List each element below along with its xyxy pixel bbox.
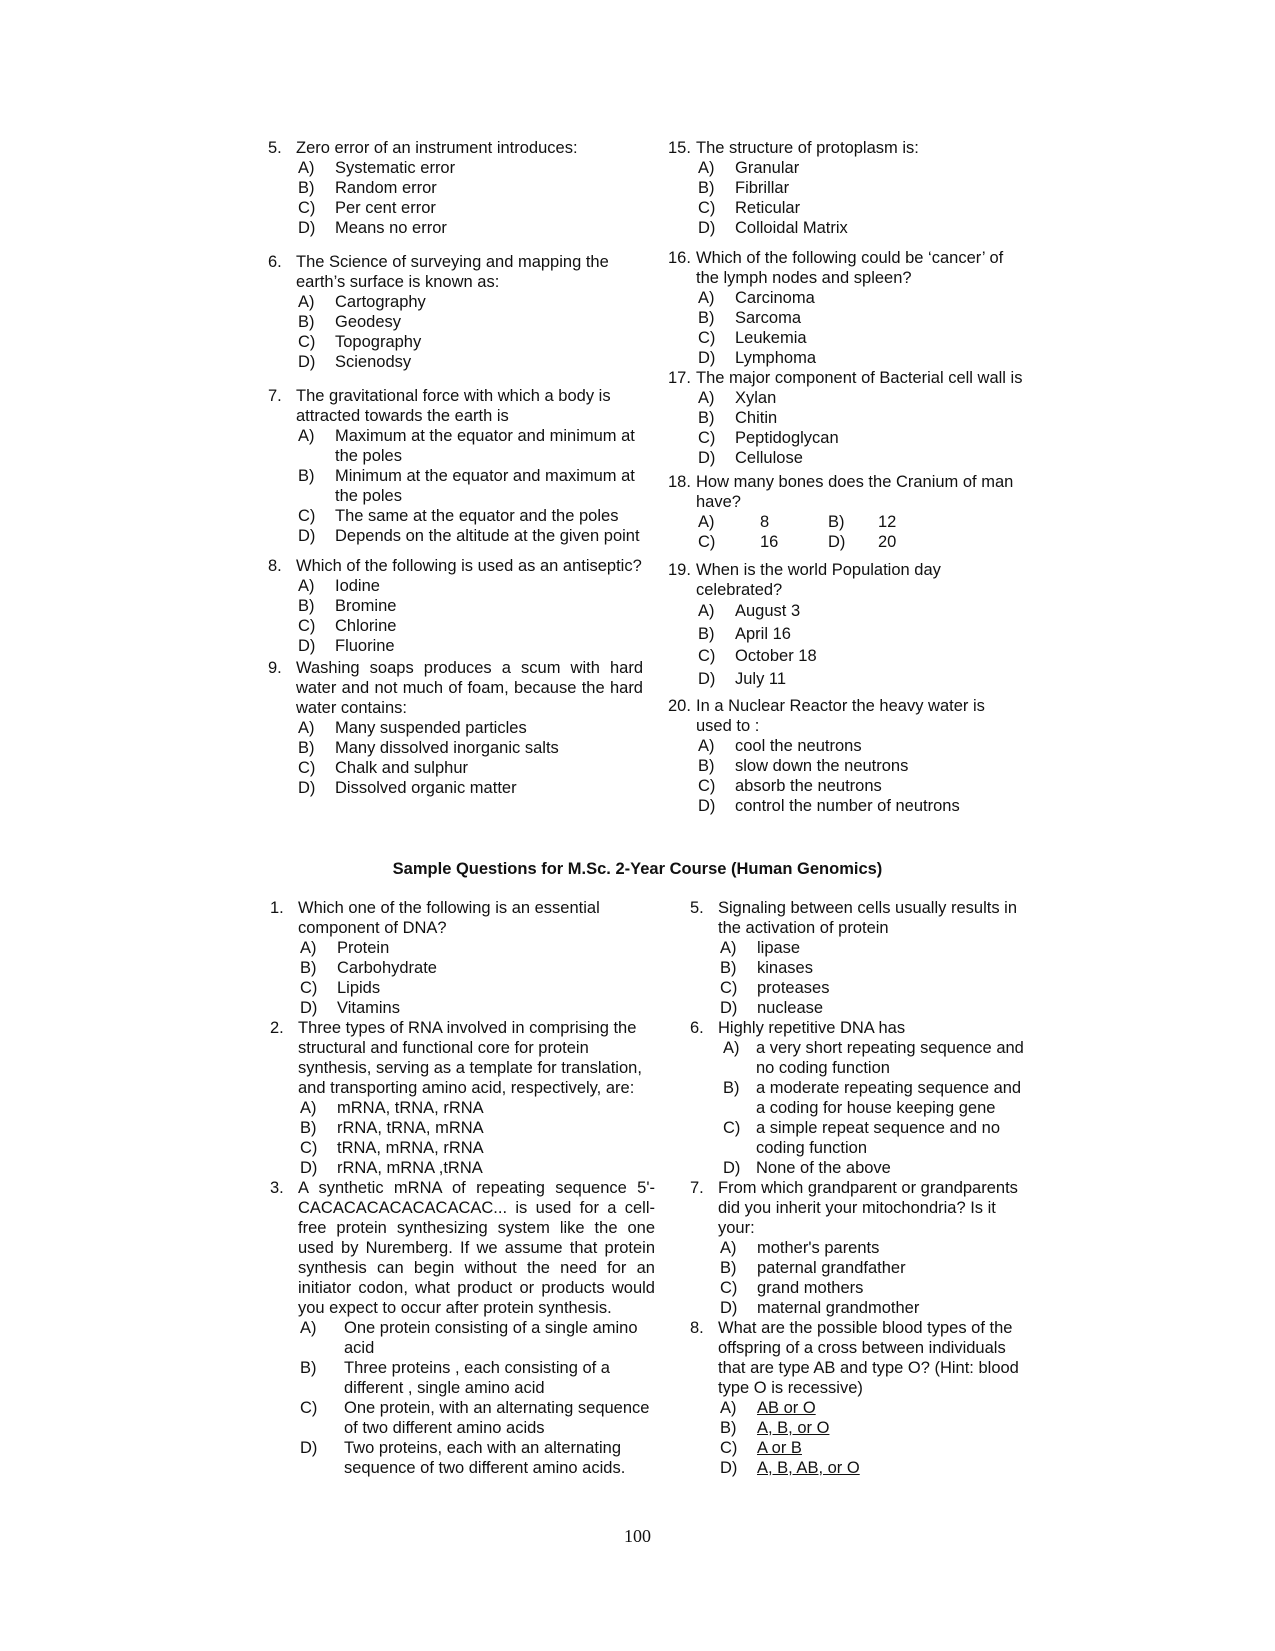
answer-options	[698, 512, 1023, 552]
option-text: Chalk and sulphur	[335, 759, 468, 777]
answer-options	[298, 576, 643, 656]
option-letter: D)	[298, 527, 316, 545]
option-letter: A)	[698, 389, 715, 407]
answer-option	[698, 158, 1023, 178]
answer-options	[723, 1038, 1030, 1178]
answer-option	[298, 636, 643, 656]
option-letter: C)	[698, 533, 716, 551]
option-letter: D)	[298, 353, 316, 371]
question-number: 1.	[270, 899, 284, 917]
option-letter: D)	[698, 797, 716, 815]
option-text: kinases	[757, 959, 813, 977]
question-number: 9.	[268, 659, 282, 677]
option-letter: D)	[720, 1299, 738, 1317]
option-text: cool the neutrons	[735, 737, 862, 755]
option-text: Vitamins	[337, 999, 400, 1017]
option-letter: B)	[298, 313, 315, 331]
question-text: Signaling between cells usually results in the activation of protein	[718, 899, 1017, 937]
option-text: Lipids	[337, 979, 381, 997]
option-text: Fluorine	[335, 637, 395, 655]
answer-option	[300, 1118, 655, 1138]
answer-option	[720, 1258, 1030, 1278]
option-letter: D)	[720, 1459, 738, 1477]
answer-option	[720, 1438, 1030, 1458]
answer-option	[300, 1098, 655, 1118]
option-letter: B)	[720, 1259, 737, 1277]
answer-option	[298, 576, 643, 596]
answer-option	[298, 158, 643, 178]
answer-option	[300, 1358, 655, 1398]
option-letter: B)	[698, 179, 715, 197]
answer-option	[698, 288, 1023, 308]
option-text: 12	[878, 513, 897, 531]
question-number: 5.	[690, 899, 704, 917]
question-item	[690, 1178, 1030, 1318]
question-item	[268, 252, 643, 372]
answer-options	[698, 600, 1023, 690]
answer-option	[300, 938, 655, 958]
option-letter: B)	[298, 179, 315, 197]
option-letter: A)	[300, 1319, 317, 1337]
option-text: grand mothers	[757, 1279, 864, 1297]
answer-options	[300, 1318, 655, 1478]
option-text: Geodesy	[335, 313, 402, 331]
option-text: Maximum at the equator and minimum at the poles	[335, 427, 635, 465]
option-text: rRNA, mRNA ,tRNA	[337, 1159, 483, 1177]
question-item	[668, 138, 1023, 238]
option-letter: B)	[698, 309, 715, 327]
option-letter: C)	[698, 429, 716, 447]
option-text: July 11	[735, 669, 787, 688]
top-right-column	[668, 138, 1023, 816]
answer-option	[720, 1398, 1030, 1418]
question-number: 8.	[268, 557, 282, 575]
question-number: 7.	[268, 387, 282, 405]
answer-option	[298, 758, 643, 778]
question-text: When is the world Population day celebrated?	[696, 561, 941, 599]
option-letter: C)	[698, 329, 716, 347]
option-letter: D)	[300, 1439, 318, 1457]
question-item	[690, 898, 1030, 1018]
option-letter: C)	[723, 1119, 741, 1137]
answer-option	[298, 198, 643, 218]
answer-options	[698, 288, 1023, 368]
option-letter: D)	[698, 219, 716, 237]
option-letter: C)	[298, 199, 316, 217]
answer-option	[698, 600, 1023, 623]
option-text: nuclease	[757, 999, 824, 1017]
option-text: Carbohydrate	[337, 959, 437, 977]
answer-options	[720, 1238, 1030, 1318]
answer-option	[298, 352, 643, 372]
option-letter: C)	[298, 617, 316, 635]
option-text: Colloidal Matrix	[735, 219, 848, 237]
question-text: Highly repetitive DNA has	[718, 1019, 906, 1037]
answer-option	[720, 1238, 1030, 1258]
question-text: Which one of the following is an essential component of DNA?	[298, 899, 600, 937]
option-letter: D)	[720, 999, 738, 1017]
option-letter: C)	[300, 979, 318, 997]
option-letter: C)	[698, 199, 716, 217]
option-text: rRNA, tRNA, mRNA	[337, 1119, 484, 1137]
option-letter: C)	[300, 1139, 318, 1157]
question-text: Washing soaps produces a scum with hard water and not much of foam, because the hard water contains:	[296, 659, 643, 717]
answer-options	[720, 938, 1030, 1018]
answer-option	[698, 645, 1023, 668]
answer-option	[298, 596, 643, 616]
option-text: Systematic error	[335, 159, 456, 177]
option-text: Depends on the altitude at the given point	[335, 527, 640, 545]
page-number: 100	[624, 1526, 651, 1546]
answer-option	[698, 796, 1023, 816]
answer-option	[298, 292, 643, 312]
option-text: a moderate repeating sequence and a coding for house keeping gene	[756, 1079, 1022, 1117]
question-number: 18.	[668, 473, 691, 491]
option-text: August 3	[735, 602, 801, 620]
option-letter: A)	[723, 1039, 740, 1057]
question-number: 3.	[270, 1179, 284, 1197]
option-text: Chitin	[735, 409, 778, 427]
question-item	[268, 658, 643, 798]
option-text: 16	[760, 533, 779, 551]
option-letter: C)	[300, 1399, 318, 1417]
section-heading: Sample Questions for M.Sc. 2-Year Course (Human Genomics)	[392, 860, 883, 878]
question-text: The gravitational force with which a body is attracted towards the earth is	[296, 387, 611, 425]
option-letter: B)	[720, 959, 737, 977]
answer-option	[298, 332, 643, 352]
option-text: Leukemia	[735, 329, 807, 347]
answer-option	[698, 623, 1023, 646]
question-text: From which grandparent or grandparents did you inherit your mitochondria? Is it your:	[718, 1179, 1018, 1237]
option-letter: B)	[298, 739, 315, 757]
question-text: In a Nuclear Reactor the heavy water is used to :	[696, 697, 985, 735]
question-item	[668, 472, 1023, 552]
question-text: The structure of protoplasm is:	[696, 139, 919, 157]
option-text: tRNA, mRNA, rRNA	[337, 1139, 484, 1157]
answer-option	[723, 1118, 1030, 1158]
question-number: 8.	[690, 1319, 704, 1337]
option-text: Reticular	[735, 199, 801, 217]
question-item	[268, 138, 643, 238]
question-item	[668, 248, 1023, 368]
option-letter: A)	[698, 513, 715, 531]
option-text: Lymphoma	[735, 349, 817, 367]
option-letter: C)	[720, 1279, 738, 1297]
option-letter: B)	[723, 1079, 740, 1097]
question-text: Zero error of an instrument introduces:	[296, 139, 578, 157]
question-number: 16.	[668, 249, 691, 267]
option-letter: A)	[720, 939, 737, 957]
answer-option	[698, 218, 1023, 238]
question-number: 6.	[690, 1019, 704, 1037]
answer-options	[298, 292, 643, 372]
option-letter: A)	[300, 939, 317, 957]
option-letter: C)	[698, 777, 716, 795]
option-letter: C)	[298, 333, 316, 351]
option-text: Many suspended particles	[335, 719, 527, 737]
option-text: Many dissolved inorganic salts	[335, 739, 559, 757]
option-letter: A)	[298, 577, 315, 595]
option-text: Peptidoglycan	[735, 429, 839, 447]
option-text: Minimum at the equator and maximum at the poles	[335, 467, 635, 505]
question-text: The major component of Bacterial cell wall is	[696, 369, 1023, 387]
answer-option	[298, 466, 643, 506]
option-letter: A)	[298, 719, 315, 737]
question-number: 7.	[690, 1179, 704, 1197]
question-item	[668, 696, 1023, 816]
answer-option	[698, 756, 1023, 776]
answer-options	[298, 426, 643, 546]
bottom-right-column	[690, 898, 1030, 1478]
question-item	[668, 560, 1023, 690]
question-number: 17.	[668, 369, 691, 387]
question-item	[268, 386, 643, 546]
option-letter: B)	[300, 1119, 317, 1137]
question-item	[268, 556, 643, 656]
question-item	[270, 1178, 655, 1478]
answer-option	[698, 668, 1023, 691]
option-letter: B)	[698, 624, 715, 643]
option-text: Cartography	[335, 293, 426, 311]
option-text: maternal grandmother	[757, 1299, 920, 1317]
answer-option	[298, 738, 643, 758]
question-text: The Science of surveying and mapping the earth’s surface is known as:	[296, 253, 609, 291]
option-letter: A)	[698, 602, 715, 620]
option-letter: B)	[720, 1419, 737, 1437]
option-letter: B)	[300, 1359, 317, 1377]
question-item	[270, 898, 655, 1018]
option-text: October 18	[735, 647, 817, 665]
answer-option	[298, 312, 643, 332]
option-text: Scienodsy	[335, 353, 412, 371]
question-text: Which of the following could be ‘cancer’ of the lymph nodes and spleen?	[696, 249, 1004, 287]
bottom-left-column	[270, 898, 655, 1478]
option-letter: D)	[698, 349, 716, 367]
option-letter: D)	[298, 637, 316, 655]
question-number: 6.	[268, 253, 282, 271]
question-text: What are the possible blood types of the offspring of a cross between individuals that are type AB and type O? (Hint: blood type O is recessive)	[718, 1319, 1019, 1397]
answer-option	[300, 958, 655, 978]
answer-option	[698, 328, 1023, 348]
option-text: slow down the neutrons	[735, 757, 909, 775]
option-text: proteases	[757, 979, 830, 997]
option-text: 8	[760, 513, 770, 531]
answer-option	[720, 1458, 1030, 1478]
option-letter: D)	[300, 999, 318, 1017]
option-letter: C)	[720, 1439, 738, 1457]
option-text: a simple repeat sequence and no coding function	[756, 1119, 1001, 1157]
option-text: Means no error	[335, 219, 447, 237]
answer-option	[698, 428, 1023, 448]
option-text: Granular	[735, 159, 800, 177]
option-letter: A)	[698, 289, 715, 307]
option-text: A or B	[757, 1439, 802, 1457]
option-letter: A)	[698, 159, 715, 177]
option-text: absorb the neutrons	[735, 777, 882, 795]
question-number: 2.	[270, 1019, 284, 1037]
option-text: Random error	[335, 179, 437, 197]
option-letter: A)	[298, 159, 315, 177]
question-text: A synthetic mRNA of repeating sequence 5'-CACACACACACACACAC... is used for a cell-free protein synthesizing system like the one used by Nuremberg. If we assume that protein synthesis can begin without the need for an initiator codon, what product or products would you expect to occur after protein synthesis.	[298, 1179, 655, 1317]
answer-option	[720, 938, 1030, 958]
option-letter: D)	[298, 779, 316, 797]
answer-option	[298, 506, 643, 526]
answer-options	[298, 718, 643, 798]
answer-option	[720, 1298, 1030, 1318]
question-number: 5.	[268, 139, 282, 157]
option-letter: B)	[300, 959, 317, 977]
option-text: Carcinoma	[735, 289, 815, 307]
answer-option	[720, 1418, 1030, 1438]
option-text: mother's parents	[757, 1239, 880, 1257]
option-text: Fibrillar	[735, 179, 790, 197]
answer-options	[698, 736, 1023, 816]
answer-options	[698, 388, 1023, 468]
option-letter: B)	[698, 409, 715, 427]
answer-options	[298, 158, 643, 238]
answer-option	[698, 308, 1023, 328]
question-number: 15.	[668, 139, 691, 157]
option-text: Per cent error	[335, 199, 436, 217]
question-item	[668, 368, 1023, 468]
option-text: Iodine	[335, 577, 380, 595]
option-text: Dissolved organic matter	[335, 779, 517, 797]
answer-options	[698, 158, 1023, 238]
answer-option	[300, 998, 655, 1018]
option-letter: C)	[298, 507, 316, 525]
option-text: Chlorine	[335, 617, 397, 635]
answer-option	[698, 736, 1023, 756]
answer-option	[298, 718, 643, 738]
option-text: Xylan	[735, 389, 777, 407]
option-text: Protein	[337, 939, 390, 957]
option-letter: A)	[298, 293, 315, 311]
answer-option	[300, 1398, 655, 1438]
option-letter: C)	[298, 759, 316, 777]
option-letter: B)	[298, 597, 315, 615]
answer-option	[698, 198, 1023, 218]
top-left-column	[268, 138, 643, 798]
answer-option	[698, 776, 1023, 796]
answer-option	[698, 178, 1023, 198]
option-text: mRNA, tRNA, rRNA	[337, 1099, 484, 1117]
answer-option	[723, 1158, 1030, 1178]
option-text: One protein, with an alternating sequence of two different amino acids	[344, 1399, 650, 1437]
option-text: Cellulose	[735, 449, 803, 467]
option-letter: A)	[720, 1239, 737, 1257]
answer-option	[720, 978, 1030, 998]
answer-option	[723, 1078, 1030, 1118]
option-letter: B)	[698, 757, 715, 775]
option-text: lipase	[757, 939, 801, 957]
answer-option	[298, 426, 643, 466]
question-item	[270, 1018, 655, 1178]
answer-option	[720, 958, 1030, 978]
option-letter: D)	[698, 669, 716, 688]
answer-option	[720, 1278, 1030, 1298]
answer-option	[723, 1038, 1030, 1078]
option-letter: A)	[720, 1399, 737, 1417]
answer-options	[300, 1098, 655, 1178]
question-item	[690, 1318, 1030, 1478]
answer-option	[298, 778, 643, 798]
answer-option	[698, 388, 1023, 408]
question-text: Three types of RNA involved in comprising the structural and functional core for protein synthesis, serving as a template for translation, and transporting amino acid, respectively, are:	[298, 1019, 642, 1097]
option-text: None of the above	[756, 1159, 891, 1177]
option-letter: D)	[723, 1159, 741, 1177]
option-text: Bromine	[335, 597, 397, 615]
option-letter: C)	[698, 647, 716, 665]
option-text: Sarcoma	[735, 309, 802, 327]
option-text: 20	[878, 533, 897, 551]
option-text: A, B, AB, or O	[757, 1459, 860, 1477]
answer-option	[300, 978, 655, 998]
option-letter: B)	[828, 513, 845, 531]
answer-option	[298, 218, 643, 238]
question-number: 20.	[668, 697, 691, 715]
option-letter: A)	[698, 737, 715, 755]
option-letter: A)	[298, 427, 315, 445]
question-text: Which of the following is used as an antiseptic?	[296, 557, 642, 575]
option-letter: B)	[298, 467, 315, 485]
option-letter: D)	[300, 1159, 318, 1177]
option-text: The same at the equator and the poles	[335, 507, 619, 525]
option-text: control the number of neutrons	[735, 797, 960, 815]
answer-option	[298, 178, 643, 198]
question-number: 19.	[668, 561, 691, 579]
option-text: AB or O	[757, 1399, 816, 1417]
answer-option	[720, 998, 1030, 1018]
answer-option	[698, 408, 1023, 428]
option-text: A, B, or O	[757, 1419, 830, 1437]
option-text: Two proteins, each with an alternating sequence of two different amino acids.	[344, 1439, 626, 1477]
answer-option	[298, 616, 643, 636]
question-text: How many bones does the Cranium of man have?	[696, 473, 1014, 511]
answer-option	[698, 448, 1023, 468]
answer-options	[720, 1398, 1030, 1478]
option-letter: D)	[828, 533, 846, 551]
answer-option	[300, 1318, 655, 1358]
answer-options	[300, 938, 655, 1018]
option-text: Three proteins , each consisting of a different , single amino acid	[344, 1359, 610, 1397]
option-text: paternal grandfather	[757, 1259, 906, 1277]
option-text: One protein consisting of a single amino acid	[344, 1319, 638, 1357]
option-text: April 16	[735, 624, 791, 643]
option-letter: C)	[720, 979, 738, 997]
option-text: a very short repeating sequence and no coding function	[756, 1039, 1024, 1077]
question-item	[690, 1018, 1030, 1178]
option-letter: D)	[698, 449, 716, 467]
answer-option	[300, 1158, 655, 1178]
option-text: Topography	[335, 333, 422, 351]
option-letter: A)	[300, 1099, 317, 1117]
answer-option	[300, 1138, 655, 1158]
option-letter: D)	[298, 219, 316, 237]
answer-option	[300, 1438, 655, 1478]
answer-option	[698, 348, 1023, 368]
answer-option	[298, 526, 643, 546]
